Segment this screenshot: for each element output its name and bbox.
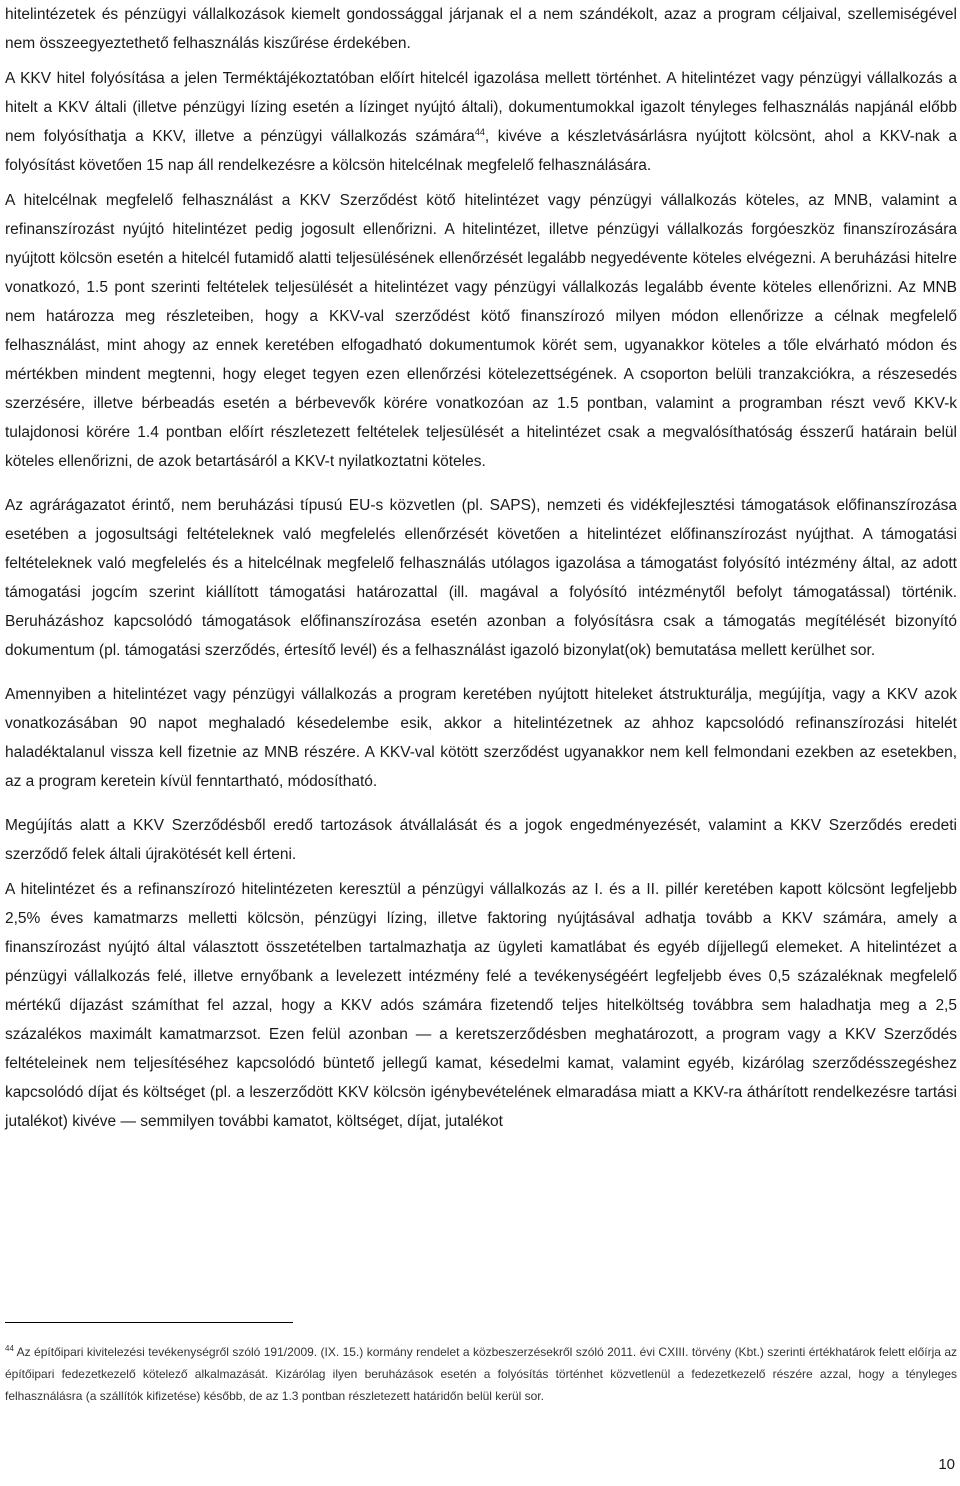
paragraph: Amennyiben a hitelintézet vagy pénzügyi vállalkozás a program keretében nyújtott hiteleket átstrukturálja, megújítja, vagy a KKV azok vonatkozásában 90 napot meghaladó késedelembe esik, akkor a hitelintézetnek az ahhoz kapcsolódó refinanszírozási hitelét haladéktalanul vissza kell fizetnie az MNB részére. A KKV-val kötött szerződést ugyanakkor nem kell felmondani ezekben az esetekben, az a program keretein kívül fenntartható, módosítható.	[5, 686, 957, 790]
body-text	[5, 0, 957, 1136]
footnote-area	[5, 1322, 957, 1407]
footnote-number: 44	[5, 1344, 14, 1353]
footnote-reference[interactable]: 44	[474, 126, 485, 137]
paragraph: A hitelintézet és a refinanszírozó hitelintézeten keresztül a pénzügyi vállalkozás az I. és a II. pillér keretében kapott kölcsönt legfeljebb 2,5% éves kamatmarzs melletti kölcsön, pénzügyi lízing, illetve faktoring nyújtásával adhatja tovább a KKV számára, amely a finanszírozást nyújtó által választott összetételben tartalmazhatja az ügyleti kamatlábat és egyéb díjjellegű elemeket. A hitelintézet a pénzügyi vállalkozás felé, illetve ernyőbank a levelezett intézmény felé a tevékenységéért legfeljebb éves 0,5 százaléknak megfelelő mértékű díjazást számíthat fel azzal, hogy a KKV adós számára fizetendő teljes hitelköltség továbbra sem haladhatja meg a 2,5 százalékos maximált kamatmarzsot. Ezen felül azonban — a keretszerződésben meghatározott, a program vagy a KKV Szerződés feltételeinek nem teljesítéséhez kapcsolódó büntető jellegű kamat, késedelmi kamat, valamint egyéb, kizárólag szerződésszegéshez kapcsolódó díjat és költséget (pl. a leszerződött KKV kölcsön igénybevételének elmaradása miatt a KKV-ra áthárított rendelkezésre tartási jutalékot) kivéve — semmilyen további kamatot, költséget, díjat, jutalékot	[5, 881, 957, 1130]
paragraph-text: , kivéve a készletvásárlásra nyújtott kölcsönt, ahol a KKV-nak a folyósítást követően 15 nap áll rendelkezésre a kölcsön hitelcélnak megfelelő felhasználására.	[5, 128, 957, 174]
paragraph	[5, 64, 957, 180]
paragraph: Az agrárágazatot érintő, nem beruházási típusú EU-s közvetlen (pl. SAPS), nemzeti és vidékfejlesztési támogatások előfinanszírozása esetében a jogosultsági feltételeknek való megfelelés ellenőrzését követően a hitelintézet előfinanszírozást nyújthat. A támogatási feltételeknek való megfelelés és a hitelcélnak megfelelő felhasználás utólagos igazolása a támogatást folyósító intézmény által, az adott támogatási jogcím szerint kiállított támogatási határozattal (ill. magával a folyósító intézménytől befolyt támogatással) történik. Beruházáshoz kapcsolódó támogatások előfinanszírozása esetén azonban a folyósításra csak a támogatás megítélését bizonyító dokumentum (pl. támogatási szerződés, értesítő levél) és a felhasználást igazoló bizonylat(ok) bemutatása mellett kerülhet sor.	[5, 497, 957, 659]
paragraph: A hitelcélnak megfelelő felhasználást a KKV Szerződést kötő hitelintézet vagy pénzügyi vállalkozás köteles, az MNB, valamint a refinanszírozást nyújtó hitelintézet pedig jogosult ellenőrizni. A hitelintézet, illetve pénzügyi vállalkozás forgóeszköz finanszírozására nyújtott kölcsön esetén a hitelcél futamidő alatti teljesülésének ellenőrzését legalább negyedévente köteles elvégezni. A beruházási hitelre vonatkozó, 1.5 pont szerinti feltételek teljesülését a hitelintézet vagy pénzügyi vállalkozás legalább évente köteles ellenőrizni. Az MNB nem határozza meg részleteiben, hogy a KKV-val szerződést kötő finanszírozó milyen módon ellenőrizze a célnak megfelelő felhasználást, mint ahogy az ennek keretében elfogadható dokumentumok körét sem, ugyanakkor köteles a tőle elvárható módon és mértékben mindent megtenni, hogy eleget tegyen ezen ellenőrzési kötelezettségének. A csoporton belüli tranzakciókra, a részesedés szerzésére, illetve bérbeadás esetén a bérbevevők körére vonatkozóan az 1.5 pontban, valamint a programban részt vevő KKV-k tulajdonosi körére 1.4 pontban előírt részletezett feltételek teljesülését a hitelintézet csak a megvalósíthatóság ésszerű határain belül köteles ellenőrizni, de azok betartásáról a KKV-t nyilatkoztatni köteles.	[5, 192, 957, 470]
paragraph: Megújítás alatt a KKV Szerződésből eredő tartozások átvállalását és a jogok engedményezését, valamint a KKV Szerződés eredeti szerződő felek általi újrakötését kell érteni.	[5, 817, 957, 863]
footnote-separator	[5, 1322, 293, 1323]
paragraph: hitelintézetek és pénzügyi vállalkozások kiemelt gondossággal járjanak el a nem szándékolt, azaz a program céljaival, szellemiségével nem összeegyeztethető felhasználás kiszűrése érdekében.	[5, 6, 957, 52]
footnote	[5, 1341, 957, 1407]
page-number: 10	[938, 1456, 955, 1473]
document-page	[5, 0, 957, 1486]
footnote-text: Az építőipari kivitelezési tevékenységről szóló 191/2009. (IX. 15.) kormány rendelet a közbeszerzésekről szóló 2011. évi CXIII. törvény (Kbt.) szerinti értékhatárok felett előírja az építőipari fedezetkezelő kötelező alkalmazását. Kizárólag ilyen beruházások esetén a folyósítás történhet közvetlenül a fedezetkezelő részére azzal, hogy a tényleges felhasználásra (a szállítók kifizetése) később, de az 1.3 pontban részletezett határidőn belül kerül sor.	[5, 1345, 957, 1403]
paragraph-text: A KKV hitel folyósítása a jelen Terméktájékoztatóban előírt hitelcél igazolása mellett történhet. A hitelintézet vagy pénzügyi vállalkozás a hitelt a KKV általi (illetve pénzügyi lízing esetén a lízinget nyújtó általi), dokumentumokkal igazolt tényleges felhasználás napjánál előbb nem folyósíthatja a KKV, illetve a pénzügyi vállalkozás számára	[5, 70, 957, 145]
